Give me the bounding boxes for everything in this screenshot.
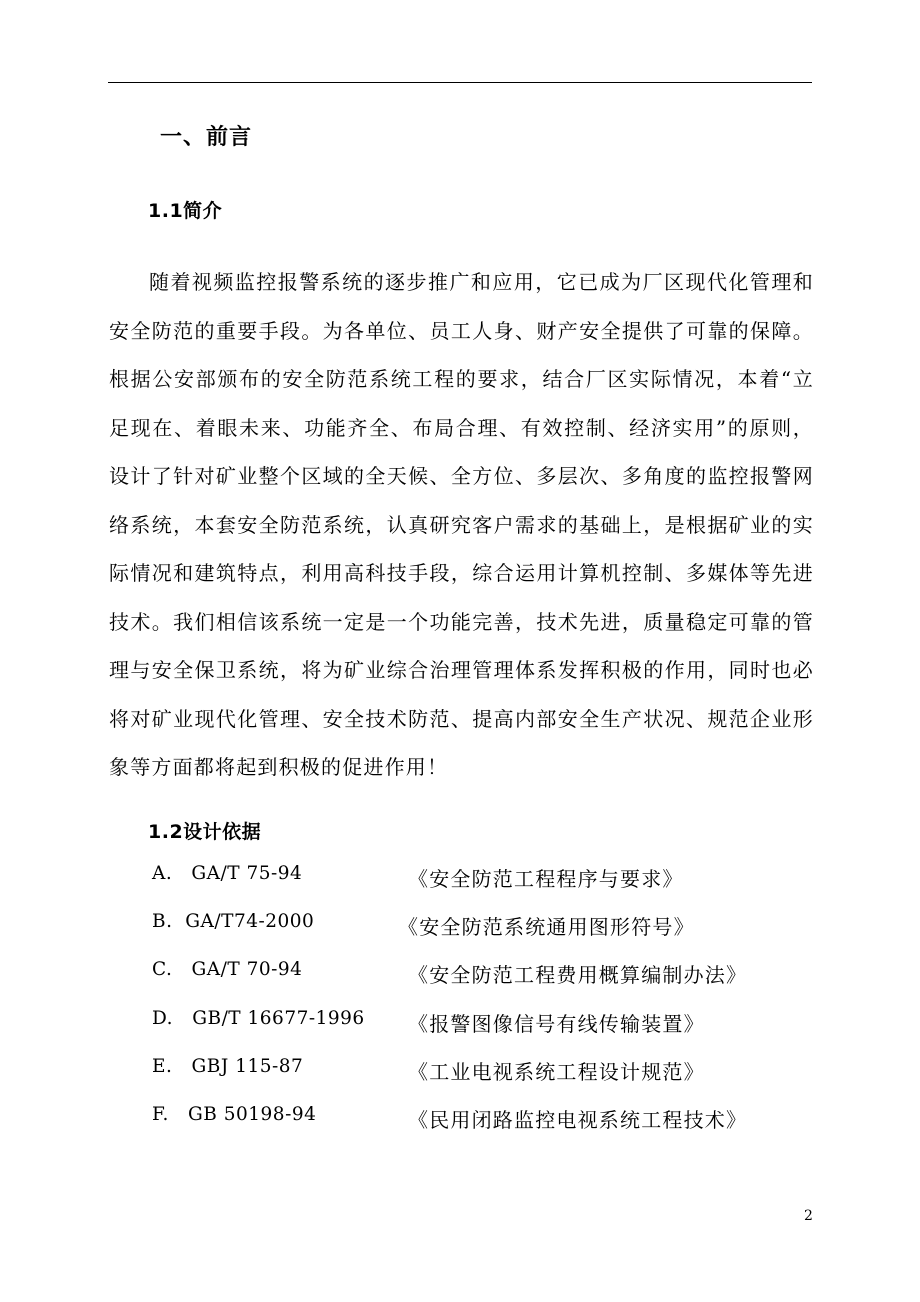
intro-paragraph: 随着视频监控报警系统的逐步推广和应用，它已成为厂区现代化管理和安全防范的重要手段。为各单位、员工人身、财产安全提供了可靠的保障。根据公安部颁布的安全防范系统工程的要求，结合厂区实际情况，本着“立足现在、着眼未来、功能齐全、布局合理、有效控制、经济实用”的原则，设计了针对矿业整个区域的全天候、全方位、多层次、多角度的监控报警网络系统，本套安全防范系统，认真研究客户需求的基础上，是根据矿业的实际情况和建筑特点，利用高科技手段，综合运用计算机控制、多媒体等先进技术。我们相信该系统一定是一个功能完善，技术先进，质量稳定可靠的管理与安全保卫系统，将为矿业综合治理管理体系发挥积极的作用，同时也必将对矿业现代化管理、安全技术防范、提高内部安全生产状况、规范企业形象等方面都将起到积极的促进作用！ <box>109 270 814 779</box>
reference-title: 《报警图像信号有线传输装置》 <box>408 1012 705 1036</box>
reference-title: 《安全防范工程费用概算编制办法》 <box>408 963 748 987</box>
reference-code: F. GB 50198-94 <box>152 1104 317 1125</box>
section-title: 一、前言 <box>160 125 253 150</box>
basis-heading: 1.2设计依据 <box>148 821 262 843</box>
intro-heading: 1.1简介 <box>148 200 223 222</box>
reference-title: 《安全防范系统通用图形符号》 <box>398 915 695 939</box>
page-number: 2 <box>804 1208 813 1224</box>
reference-title: 《民用闭路监控电视系统工程技术》 <box>408 1108 748 1132</box>
reference-title: 《安全防范工程程序与要求》 <box>408 867 684 891</box>
reference-code: E. GBJ 115-87 <box>152 1056 304 1077</box>
reference-title: 《工业电视系统工程设计规范》 <box>408 1060 705 1084</box>
reference-code: D. GB/T 16677-1996 <box>152 1008 365 1029</box>
header-rule <box>108 82 812 83</box>
reference-code: C. GA/T 70-94 <box>152 959 303 980</box>
reference-code: A. GA/T 75-94 <box>152 863 303 884</box>
reference-code: B. GA/T74-2000 <box>152 911 315 932</box>
